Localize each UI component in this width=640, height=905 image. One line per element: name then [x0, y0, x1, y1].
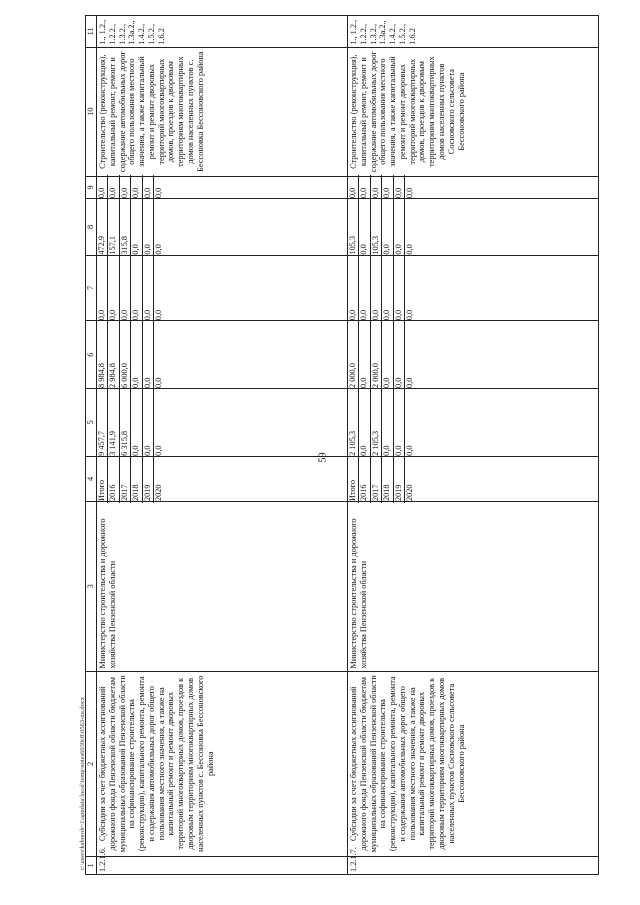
measure-description: Субсидии за счет бюджетных ассигнований дорожного фонда Пензенской области бюджетам муниципальных образований Пензенской области на софинансирование строительства (реконструкции), капитального ремонта, ремонта и содержания автомобильных дорог общего пользования местного значения, а также на капитальный ремонт и ремонт дворовых территорий многоквартирных домов, проездов к дворовым территориям многоквартирных домов населенных пунктов Сосновского сельсовета Бессоновского района	[348, 671, 599, 856]
amount-value: 0,0	[359, 175, 370, 201]
col9-cell	[348, 176, 599, 199]
amount-value: 2 105,3	[348, 387, 359, 458]
amount-value: 0,0	[382, 254, 393, 323]
executor: Министерство строительства и дорожного хозяйства Пензенской области	[348, 502, 599, 672]
amount-value: 0,0	[143, 175, 154, 201]
header-cell: 11	[86, 16, 97, 48]
amount-value: 315,8	[120, 197, 131, 257]
amount-value: 0,0	[153, 187, 163, 199]
amount-value: 0,0	[382, 197, 393, 257]
header-cell: 5	[86, 389, 97, 457]
header-cell: 4	[86, 456, 97, 501]
years-cell	[348, 456, 599, 501]
row-number: 1.2.1.6.	[97, 856, 348, 874]
indicator-links: 1., 1.2., 1.2.2., 1.3.2., 1.3а.2., 1.4.2., 1.5.2., 1.6.2	[348, 16, 599, 48]
amount-value: 0,0	[404, 244, 414, 255]
header-cell: 8	[86, 199, 97, 256]
amount-value: 9 457,7	[97, 387, 108, 458]
year-value: 2017	[371, 455, 382, 503]
header-cell: 10	[86, 47, 97, 176]
year-value: 2017	[120, 455, 131, 503]
amount-value: 0,0	[394, 175, 405, 201]
header-cell: 1	[86, 856, 97, 874]
amount-value: 0,0	[348, 254, 359, 323]
header-cell: 2	[86, 671, 97, 856]
executor: Министерство строительства и дорожного хозяйства Пензенской области	[97, 502, 348, 672]
amount-value: 0,0	[153, 309, 163, 321]
footer-file-path: c:\users\ksboroh~1\appdata\local\temp\notes6030c8\0563-nu.docx	[79, 696, 86, 870]
amount-value: 105,3	[348, 197, 359, 257]
year-value: 2020	[404, 484, 414, 502]
col7-cell	[97, 255, 348, 321]
amount-value: 8 984,8	[97, 319, 108, 390]
measure-description: Субсидии за счет бюджетных ассигнований дорожного фонда Пензенской области бюджетам муниципальных образований Пензенской области на софинансирование строительства (реконструкции), капитального ремонта, ремонта и содержания автомобильных дорог общего пользования местного значения, а также на капитальный ремонт и ремонт дворовых территорий многоквартирных домов, проездов к дворовым территориям многоквартирных домов населенных пунктов с. Бессоновка Бессоновского района	[97, 671, 348, 856]
years-cell	[97, 456, 348, 501]
program-table	[85, 15, 599, 875]
amount-value: 0,0	[359, 197, 370, 257]
table-row	[348, 16, 599, 875]
col5-cell	[97, 389, 348, 457]
rotated-table-container	[85, 15, 607, 875]
col6-cell	[348, 321, 599, 389]
amount-value: 0,0	[359, 254, 370, 323]
page-number: 59	[317, 452, 329, 463]
amount-value: 2 000,0	[348, 319, 359, 390]
col5-cell	[348, 389, 599, 457]
amount-value: 0,0	[404, 377, 414, 389]
expected-result: Строительство (реконструкция), капитальный ремонт, ремонт и содержание автомобильных дорог общего пользования местного значения, а также капитальный ремонт и ремонт дворовых территорий многоквартирных домов, проездов к дворовым территориям многоквартирных домов населенных пунктов с. Бессоновка Бессоновского района	[97, 47, 348, 176]
year-value: 2016	[359, 455, 370, 503]
table-row	[97, 16, 348, 875]
expected-result: Строительство (реконструкция), капитальный ремонт, ремонт и содержание автомобильных дорог общего пользования местного значения, а также капитальный ремонт и ремонт дворовых территорий многоквартирных домов, проездов к дворовым территориям многоквартирных домов населенных пунктов Сосновского сельсовета Бессоновского района	[348, 47, 599, 176]
amount-value: 0,0	[131, 197, 142, 257]
col8-cell	[97, 199, 348, 256]
amount-value: 2 984,8	[108, 319, 119, 390]
amount-value: 0,0	[359, 319, 370, 390]
amount-value: 0,0	[153, 244, 163, 255]
header-cell: 6	[86, 321, 97, 389]
amount-value: 0,0	[382, 175, 393, 201]
amount-value: 0,0	[97, 254, 108, 323]
amount-value: 0,0	[97, 175, 108, 201]
col7-cell	[348, 255, 599, 321]
amount-value: 3 141,9	[108, 387, 119, 458]
year-value: Итого	[348, 455, 359, 503]
row-number: 1.2.1.7.	[348, 856, 599, 874]
amount-value: 2 105,3	[371, 387, 382, 458]
year-value: 2018	[382, 455, 393, 503]
header-row	[86, 16, 97, 875]
amount-value: 0,0	[404, 445, 414, 456]
amount-value: 6 315,8	[120, 387, 131, 458]
amount-value: 6 000,0	[120, 319, 131, 390]
amount-value: 0,0	[382, 387, 393, 458]
amount-value: 157,1	[108, 197, 119, 257]
amount-value: 0,0	[394, 197, 405, 257]
amount-value: 0,0	[108, 175, 119, 201]
year-value: 2016	[108, 455, 119, 503]
col8-cell	[348, 199, 599, 256]
amount-value: 0,0	[143, 387, 154, 458]
amount-value: 0,0	[394, 319, 405, 390]
amount-value: 0,0	[371, 254, 382, 323]
amount-value: 0,0	[131, 254, 142, 323]
amount-value: 0,0	[153, 377, 163, 389]
col9-cell	[97, 176, 348, 199]
col6-cell	[97, 321, 348, 389]
year-value: 2019	[394, 455, 405, 503]
amount-value: 2 000,0	[371, 319, 382, 390]
year-value: 2019	[143, 455, 154, 503]
amount-value: 0,0	[143, 254, 154, 323]
amount-value: 0,0	[143, 319, 154, 390]
year-value: 2020	[153, 484, 163, 502]
amount-value: 0,0	[404, 309, 414, 321]
amount-value: 0,0	[143, 197, 154, 257]
amount-value: 0,0	[131, 175, 142, 201]
amount-value: 0,0	[359, 387, 370, 458]
amount-value: 0,0	[371, 175, 382, 201]
year-value: Итого	[97, 455, 108, 503]
indicator-links: 1., 1.2., 1.2.2., 1.3.2., 1.3а.2., 1.4.2., 1.5.2., 1.6.2	[97, 16, 348, 48]
amount-value: 0,0	[131, 319, 142, 390]
amount-value: 0,0	[394, 254, 405, 323]
amount-value: 0,0	[120, 254, 131, 323]
amount-value: 0,0	[394, 387, 405, 458]
amount-value: 0,0	[120, 175, 131, 201]
header-cell: 3	[86, 502, 97, 672]
amount-value: 0,0	[131, 387, 142, 458]
year-value: 2018	[131, 455, 142, 503]
amount-value: 105,3	[371, 197, 382, 257]
amount-value: 472,9	[97, 197, 108, 257]
amount-value: 0,0	[404, 187, 414, 199]
amount-value: 0,0	[382, 319, 393, 390]
amount-value: 0,0	[153, 445, 163, 456]
header-cell: 9	[86, 176, 97, 199]
header-cell: 7	[86, 255, 97, 321]
amount-value: 0,0	[348, 175, 359, 201]
amount-value: 0,0	[108, 254, 119, 323]
